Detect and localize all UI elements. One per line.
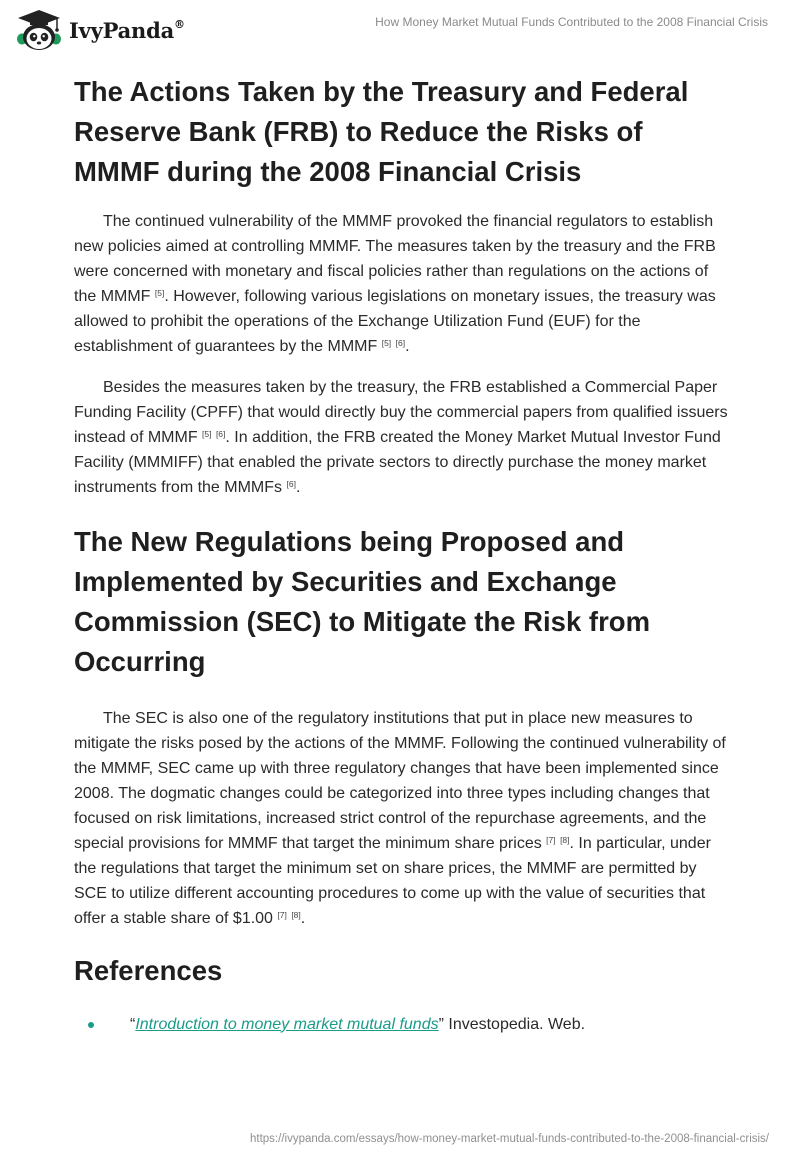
brand-name: IvyPanda® (69, 17, 185, 43)
article-body (74, 72, 730, 1037)
citation[interactable]: [7] (277, 910, 287, 921)
citation[interactable]: [6] (215, 428, 226, 439)
citation[interactable]: [5] (154, 287, 165, 298)
reference-item: “Introduction to money market mutual funds” Investopedia. Web. (74, 1012, 730, 1037)
section-heading-treasury-frb: The Actions Taken by the Treasury and Federal Reserve Bank (FRB) to Reduce the Risks of MMMF during the 2008 Financial Crisis (74, 76, 689, 188)
citation[interactable]: [5] (381, 337, 392, 348)
citation[interactable]: [7] (546, 835, 556, 846)
citation[interactable]: [5] (202, 428, 212, 439)
page-header (0, 0, 800, 60)
reference-link[interactable]: Introduction to money market mutual funds (135, 1015, 439, 1033)
citation[interactable]: [8] (560, 835, 570, 846)
paragraph: The SEC is also one of the regulatory institutions that put in place new measures to mitigate the risks posed by the actions of the MMMF. Following the continued vulnerability of the MMMF, SEC came up with three regulatory changes that have been implemented since 2008. The dogmatic changes could be categorized into three types including changes that focused on risk limitations, increased strict control of the repurchase agreements, and the special provisions for MMMF that target the minimum share prices [7] [8]. In particular, under the regulations that target the minimum set on share prices, the MMMF are permitted by SCE to utilize different accounting procedures to come up with the value of securities that offer a stable share of $1.00 [7] [8]. (74, 710, 726, 928)
running-title: How Money Market Mutual Funds Contributed to the 2008 Financial Crisis (375, 15, 768, 29)
references-list (74, 1012, 730, 1037)
panda-graduate-icon (16, 9, 62, 51)
registered-mark: ® (174, 17, 185, 31)
references-heading: References (74, 955, 223, 987)
footer-url[interactable]: https://ivypanda.com/essays/how-money-market-mutual-funds-contributed-to-the-2008-financial-crisis/ (250, 1133, 769, 1145)
paragraph: Besides the measures taken by the treasury, the FRB established a Commercial Paper Funding Facility (CPFF) that would directly buy the commercial papers from qualified issuers instead of MMMF [5] [6]. In addition, the FRB created the Money Market Mutual Investor Fund Facility (MMMIFF) that enabled the private sectors to directly purchase the money market instruments from the MMMFs [6]. (74, 378, 728, 496)
citation[interactable]: [6] (395, 337, 406, 348)
citation[interactable]: [6] (286, 478, 296, 489)
paragraph: The continued vulnerability of the MMMF provoked the financial regulators to establish new policies aimed at controlling MMMF. The measures taken by the treasury and the FRB were concerned with monetary and fiscal policies rather than regulations on the actions of the MMMF [5]. However, following various legislations on monetary issues, the treasury was allowed to prohibit the operations of the Exchange Utilization Fund (EUF) for the establishment of guarantees by the MMMF [5] [6]. (74, 212, 716, 355)
bullet-icon (88, 1022, 94, 1028)
citation[interactable]: [8] (291, 910, 301, 921)
section-heading-sec-regulations: The New Regulations being Proposed and Implemented by Securities and Exchange Commission (SEC) to Mitigate the Risk from Occurring (74, 525, 651, 678)
ivypanda-logo[interactable] (16, 9, 185, 51)
